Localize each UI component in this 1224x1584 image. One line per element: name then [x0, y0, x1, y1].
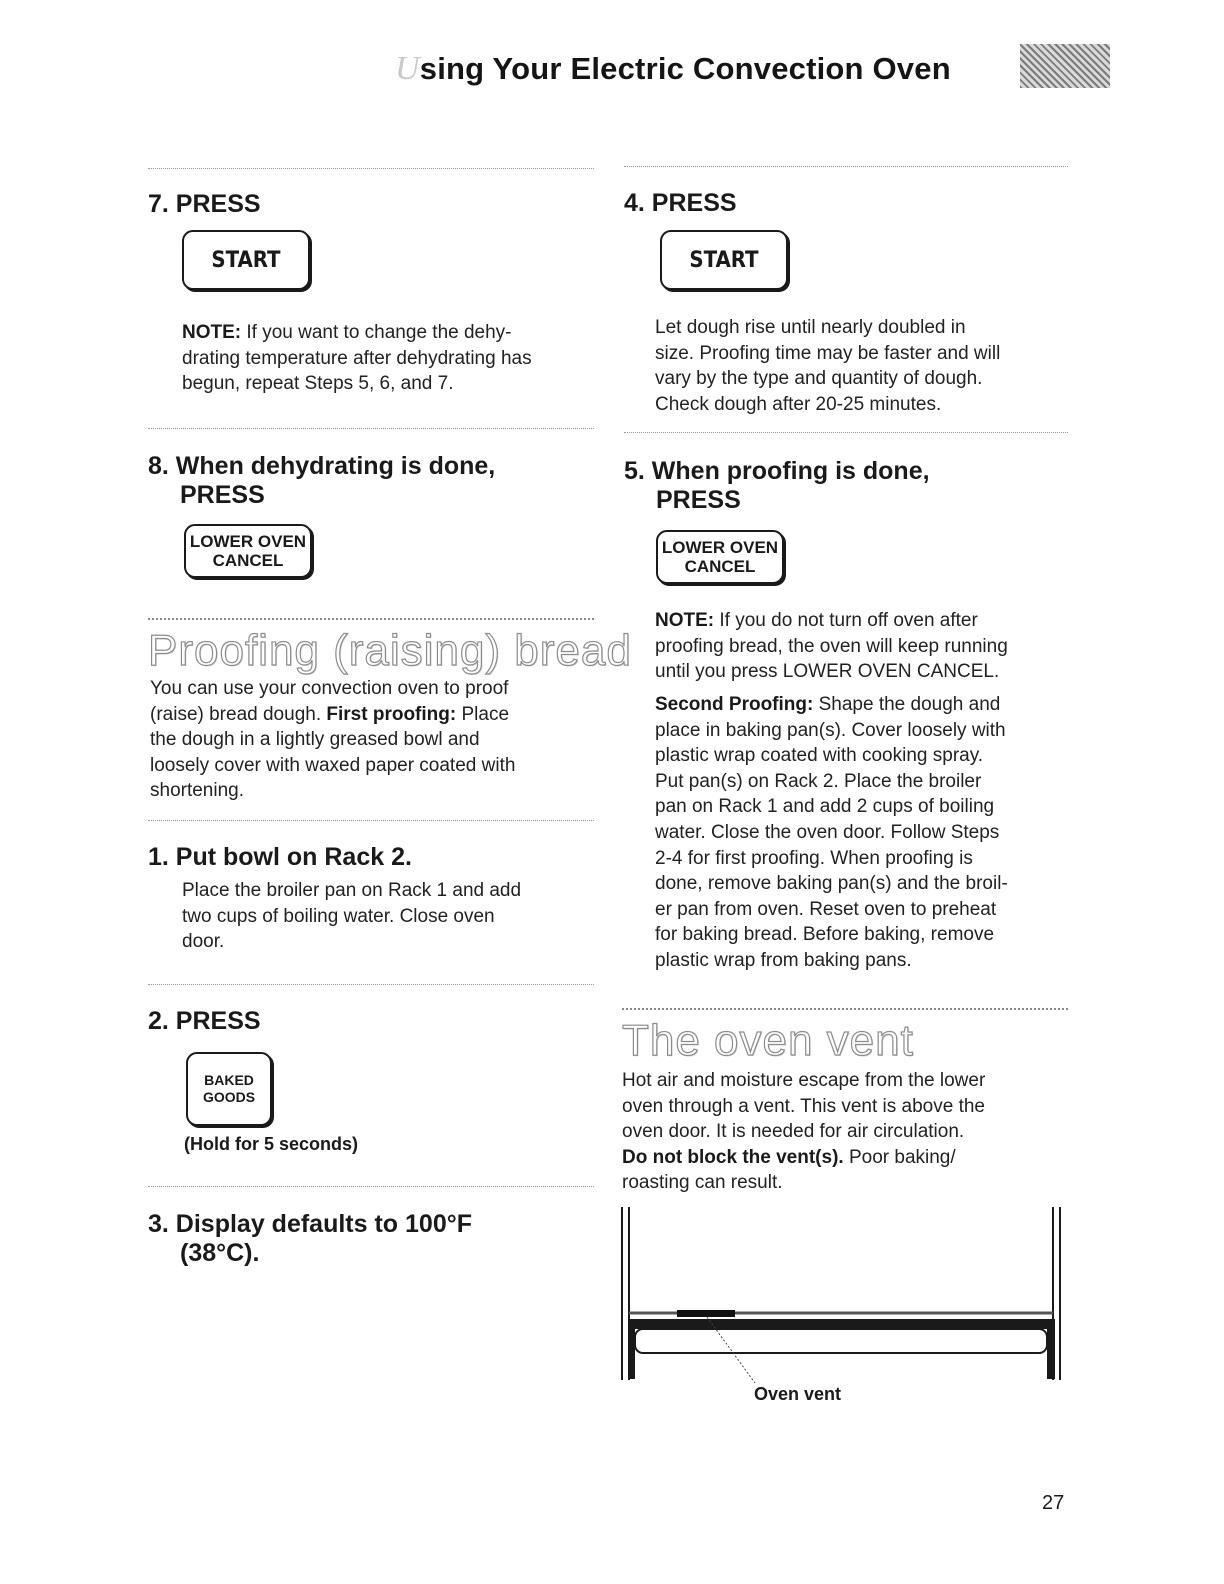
header-pattern-graphic — [1020, 44, 1110, 88]
vent-line: oven through a vent. This vent is above the — [622, 1095, 985, 1117]
note-line: begun, repeat Steps 5, 6, and 7. — [182, 373, 454, 395]
baked-goods-key-icon — [186, 1052, 272, 1126]
step-4-line: size. Proofing time may be faster and will — [655, 342, 1001, 364]
vent-section-title: The oven vent — [622, 1016, 914, 1065]
intro-line: the dough in a lightly greased bowl and — [150, 729, 480, 751]
proofing-intro — [150, 676, 600, 804]
vent-line: Hot air and moisture escape from the lower — [622, 1070, 986, 1091]
step-4-line: Check dough after 20-25 minutes. — [655, 393, 942, 415]
divider — [148, 618, 594, 620]
oven-side-walls — [622, 1207, 1060, 1380]
key-label: LOWER OVEN — [189, 532, 307, 551]
note-proofing — [655, 608, 1075, 685]
step-1-line: two cups of boiling water. Close oven — [182, 905, 495, 927]
note-line: until you press LOWER OVEN CANCEL. — [655, 661, 1000, 683]
hold-instruction: (Hold for 5 seconds) — [184, 1134, 359, 1154]
vent-line: roasting can result. — [622, 1172, 783, 1194]
step-4-line: vary by the type and quantity of dough. — [655, 368, 983, 390]
step-8-heading-line: 8. When dehydrating is done, — [148, 452, 496, 480]
step-5-heading-line: 5. When proofing is done, — [624, 457, 930, 485]
second-line: place in baking pan(s). Cover loosely with — [655, 719, 1006, 741]
key-label: CANCEL — [684, 557, 756, 576]
note-text: If you do not turn off oven after — [719, 610, 978, 631]
second-line: Put pan(s) on Rack 2. Place the broiler — [655, 770, 982, 792]
step-5-heading — [624, 457, 930, 515]
second-line — [655, 692, 1075, 718]
divider — [148, 984, 594, 985]
step-3-heading-line: 3. Display defaults to 100°F — [148, 1210, 472, 1238]
step-4-heading: 4. PRESS — [624, 189, 737, 217]
vent-text-span: Poor baking/ — [843, 1146, 956, 1168]
second-line: pan on Rack 1 and add 2 cups of boiling — [655, 796, 995, 818]
second-line: er pan from oven. Reset oven to preheat — [655, 898, 997, 920]
start-key-icon — [182, 230, 310, 290]
start-key-label: START — [689, 247, 759, 273]
oven-vent-strip — [629, 1310, 1053, 1317]
vent-line: oven door. It is needed for air circulation. — [622, 1121, 965, 1143]
second-proofing-label: Second Proofing: — [655, 694, 814, 715]
page-title — [395, 50, 951, 88]
divider — [148, 168, 594, 169]
intro-text: (raise) bread dough. — [150, 703, 322, 725]
start-key-icon — [660, 230, 788, 290]
step-3-heading-line: (38°C). — [180, 1239, 260, 1267]
divider — [624, 166, 1068, 167]
second-text: Shape the dough and — [813, 694, 1001, 715]
second-line: plastic wrap coated with cooking spray. — [655, 745, 984, 767]
intro-text: You can use your convection oven to proof — [150, 678, 509, 699]
divider — [148, 1186, 594, 1187]
note-line: If you want to change the dehy- — [246, 322, 512, 343]
divider — [624, 432, 1068, 433]
oven-vent-diagram — [615, 1205, 1067, 1385]
lower-oven-cancel-key-icon — [656, 530, 784, 584]
page-number: 27 — [1042, 1492, 1065, 1514]
note-line — [655, 608, 1075, 634]
first-proofing-label: First proofing: — [326, 703, 457, 725]
vent-text — [622, 1068, 1072, 1196]
title-initial: U — [395, 50, 420, 87]
step-1-line: door. — [182, 931, 225, 953]
key-label: LOWER OVEN — [661, 538, 779, 557]
vent-line — [622, 1145, 1072, 1171]
second-line: for baking bread. Before baking, remove — [655, 924, 995, 946]
second-line: 2-4 for first proofing. When proofing is — [655, 847, 973, 869]
intro-line: loosely cover with waxed paper coated with — [150, 754, 516, 776]
step-1-line: Place the broiler pan on Rack 1 and add — [182, 880, 522, 901]
oven-vent-caption: Oven vent — [754, 1384, 842, 1404]
vent-warning: Do not block the vent(s). — [622, 1146, 844, 1168]
step-8-heading — [148, 452, 495, 510]
step-4-text — [655, 315, 1075, 417]
proofing-section-title: Proofing (raising) bread — [148, 626, 632, 675]
step-4-line: Let dough rise until nearly doubled in — [655, 317, 966, 338]
note-line: drating temperature after dehydrating has — [182, 347, 532, 369]
step-5-heading-line: PRESS — [656, 486, 741, 514]
divider — [148, 428, 594, 429]
start-key-label: START — [211, 247, 281, 273]
second-line: done, remove baking pan(s) and the broil- — [655, 873, 1008, 895]
lower-oven-cancel-key-icon — [184, 524, 312, 578]
step-3-heading — [148, 1210, 472, 1268]
note-label: NOTE: — [655, 610, 715, 631]
key-label: BAKED — [204, 1072, 254, 1088]
intro-line: shortening. — [150, 780, 245, 802]
intro-line — [150, 702, 600, 728]
second-proofing-text — [655, 692, 1075, 974]
key-label: CANCEL — [212, 551, 284, 570]
second-line: plastic wrap from baking pans. — [655, 949, 912, 971]
key-label: GOODS — [202, 1089, 256, 1105]
intro-line — [150, 676, 600, 702]
step-8-heading-line: PRESS — [180, 481, 265, 509]
step-7-heading: 7. PRESS — [148, 190, 261, 218]
note-dehydrating — [182, 320, 602, 397]
divider — [148, 820, 594, 821]
intro-text: Place — [456, 703, 510, 725]
note-label: NOTE: — [182, 322, 242, 343]
oven-door — [629, 1319, 1055, 1379]
title-text: sing Your Electric Convection Oven — [419, 51, 951, 86]
step-1-heading: 1. Put bowl on Rack 2. — [148, 843, 412, 871]
note-line: proofing bread, the oven will keep running — [655, 635, 1008, 657]
step-1-text — [182, 878, 602, 955]
second-line: water. Close the oven door. Follow Steps — [655, 821, 1000, 843]
divider — [622, 1008, 1068, 1010]
step-2-heading: 2. PRESS — [148, 1007, 261, 1035]
